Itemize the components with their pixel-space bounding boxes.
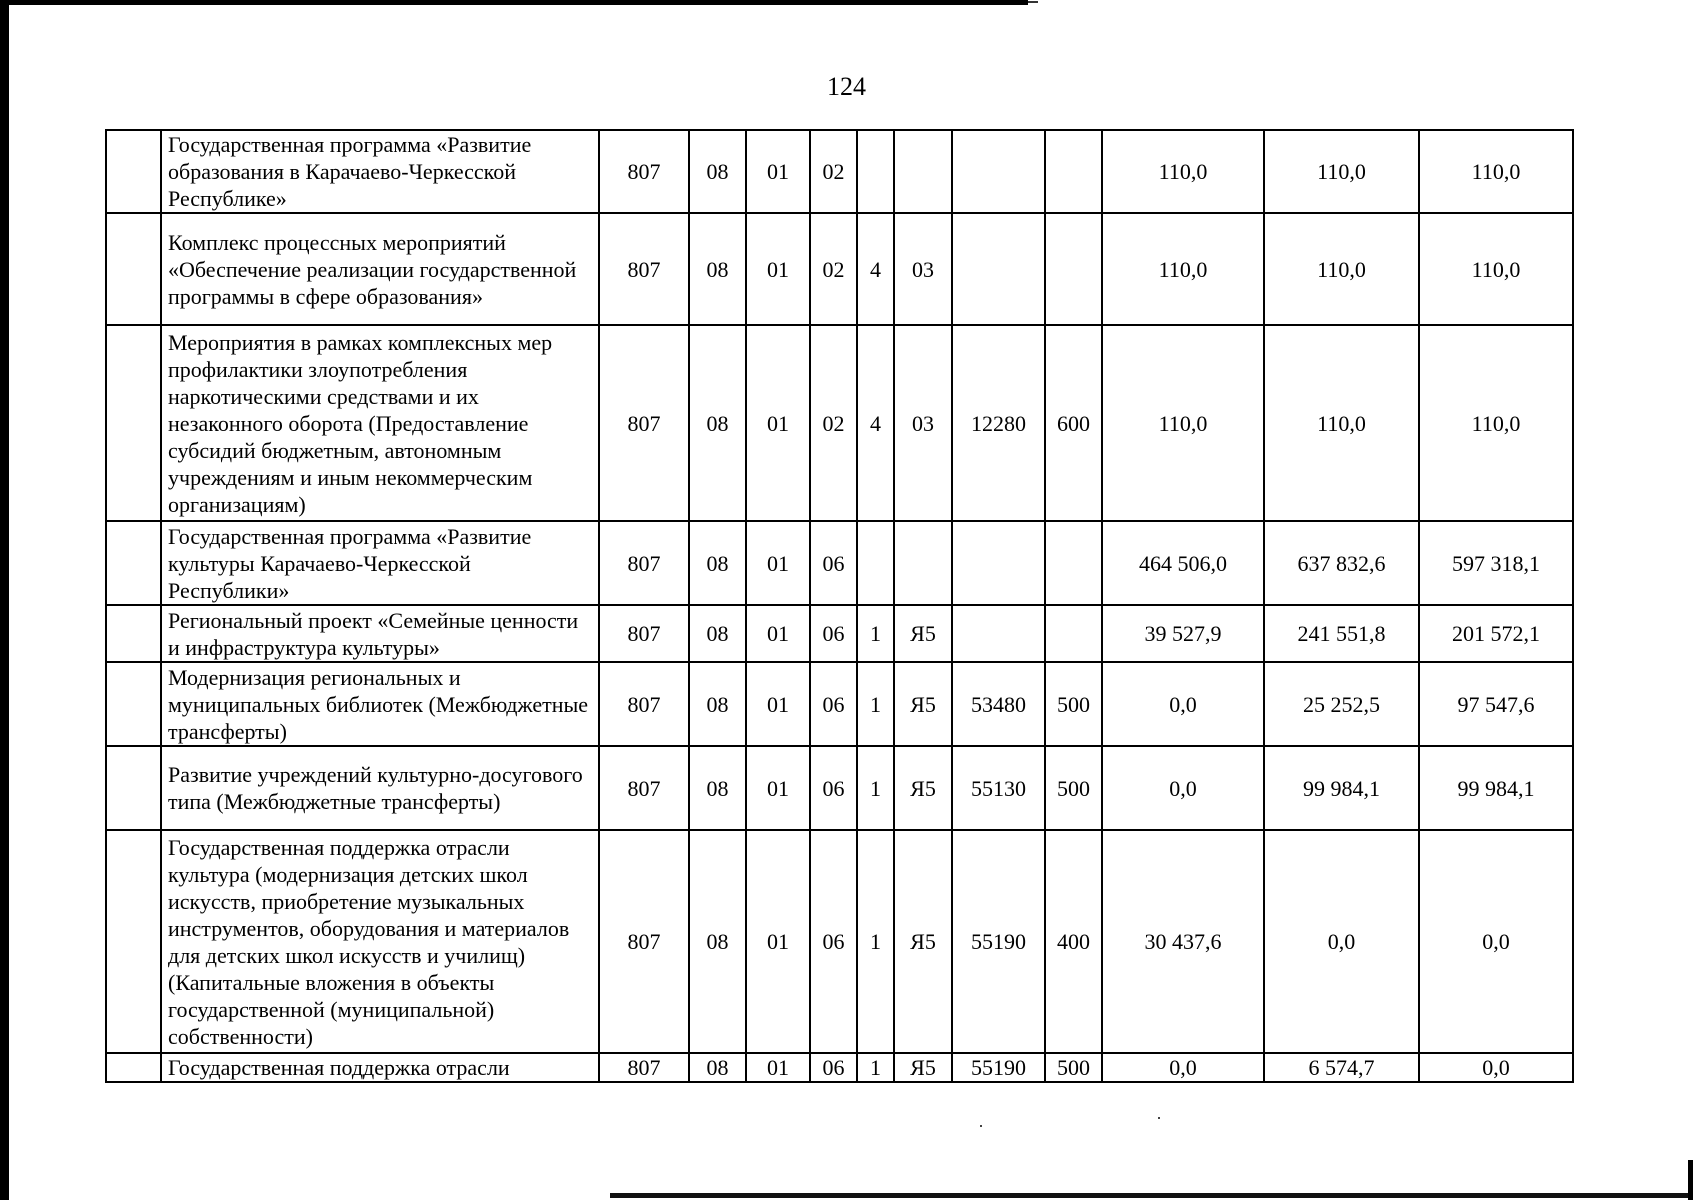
amount-year-2-cell: 6 574,7 — [1264, 1053, 1419, 1082]
item-name-cell: Государственная поддержка отрасли — [161, 1053, 599, 1082]
program-code-cell: 06 — [810, 746, 857, 830]
table-row — [106, 130, 1573, 213]
project-code-cell: Я5 — [894, 830, 952, 1053]
subsection-code-cell: 01 — [746, 830, 810, 1053]
program-code-cell: 06 — [810, 1053, 857, 1082]
scan-right-edge-mark — [1688, 1160, 1693, 1200]
amount-year-2-cell: 110,0 — [1264, 325, 1419, 521]
ministry-code-cell: 807 — [599, 325, 689, 521]
expense-type-cell — [1045, 213, 1102, 325]
subsection-code-cell: 01 — [746, 605, 810, 662]
amount-year-1-cell: 0,0 — [1102, 1053, 1264, 1082]
amount-year-1-cell: 110,0 — [1102, 130, 1264, 213]
subprogram-code-cell: 1 — [857, 746, 894, 830]
subsection-code-cell: 01 — [746, 130, 810, 213]
scan-top-edge-line-thin — [1028, 1, 1038, 3]
program-code-cell: 06 — [810, 605, 857, 662]
section-code-cell: 08 — [689, 213, 746, 325]
subprogram-code-cell: 1 — [857, 830, 894, 1053]
row-number-cell — [106, 662, 161, 746]
amount-year-3-cell: 597 318,1 — [1419, 521, 1573, 605]
section-code-cell: 08 — [689, 605, 746, 662]
subprogram-code-cell: 1 — [857, 1053, 894, 1082]
expense-type-cell: 500 — [1045, 1053, 1102, 1082]
amount-year-2-cell: 241 551,8 — [1264, 605, 1419, 662]
amount-year-1-cell: 0,0 — [1102, 746, 1264, 830]
amount-year-3-cell: 0,0 — [1419, 830, 1573, 1053]
item-name-cell: Государственная программа «Развитие культуры Карачаево-Черкесской Республики» — [161, 521, 599, 605]
amount-year-3-cell: 110,0 — [1419, 325, 1573, 521]
row-number-cell — [106, 130, 161, 213]
item-name-cell: Государственная программа «Развитие образования в Карачаево-Черкесской Республике» — [161, 130, 599, 213]
ministry-code-cell: 807 — [599, 130, 689, 213]
amount-year-1-cell: 30 437,6 — [1102, 830, 1264, 1053]
subsection-code-cell: 01 — [746, 746, 810, 830]
page-number: 124 — [827, 72, 866, 101]
scan-speck — [980, 1125, 982, 1127]
item-name-cell: Модернизация региональных и муниципальных библиотек (Межбюджетные трансферты) — [161, 662, 599, 746]
scan-top-edge-line — [0, 0, 1028, 5]
table-row — [106, 1053, 1573, 1082]
row-number-cell — [106, 746, 161, 830]
project-code-cell: 03 — [894, 213, 952, 325]
amount-year-3-cell: 110,0 — [1419, 130, 1573, 213]
project-code-cell — [894, 130, 952, 213]
table-row — [106, 830, 1573, 1053]
subprogram-code-cell: 1 — [857, 605, 894, 662]
amount-year-1-cell: 464 506,0 — [1102, 521, 1264, 605]
amount-year-2-cell: 99 984,1 — [1264, 746, 1419, 830]
program-code-cell: 06 — [810, 662, 857, 746]
expense-type-cell: 600 — [1045, 325, 1102, 521]
subsection-code-cell: 01 — [746, 213, 810, 325]
program-code-cell: 02 — [810, 213, 857, 325]
row-number-cell — [106, 213, 161, 325]
activity-code-cell: 55190 — [952, 1053, 1045, 1082]
subsection-code-cell: 01 — [746, 1053, 810, 1082]
program-code-cell: 06 — [810, 830, 857, 1053]
activity-code-cell — [952, 130, 1045, 213]
ministry-code-cell: 807 — [599, 830, 689, 1053]
scan-left-edge — [0, 0, 9, 1200]
expense-type-cell — [1045, 605, 1102, 662]
project-code-cell: 03 — [894, 325, 952, 521]
activity-code-cell: 12280 — [952, 325, 1045, 521]
activity-code-cell: 53480 — [952, 662, 1045, 746]
table-row — [106, 521, 1573, 605]
project-code-cell: Я5 — [894, 662, 952, 746]
activity-code-cell: 55190 — [952, 830, 1045, 1053]
amount-year-1-cell: 110,0 — [1102, 213, 1264, 325]
subprogram-code-cell: 4 — [857, 213, 894, 325]
ministry-code-cell: 807 — [599, 605, 689, 662]
activity-code-cell — [952, 213, 1045, 325]
ministry-code-cell: 807 — [599, 1053, 689, 1082]
activity-code-cell — [952, 521, 1045, 605]
section-code-cell: 08 — [689, 830, 746, 1053]
row-number-cell — [106, 521, 161, 605]
item-name-cell: Комплекс процессных мероприятий «Обеспечение реализации государственной программы в сфере образования» — [161, 213, 599, 325]
program-code-cell: 06 — [810, 521, 857, 605]
amount-year-3-cell: 99 984,1 — [1419, 746, 1573, 830]
amount-year-3-cell: 0,0 — [1419, 1053, 1573, 1082]
ministry-code-cell: 807 — [599, 521, 689, 605]
amount-year-2-cell: 110,0 — [1264, 130, 1419, 213]
ministry-code-cell: 807 — [599, 213, 689, 325]
section-code-cell: 08 — [689, 746, 746, 830]
budget-table — [105, 129, 1574, 1083]
subprogram-code-cell: 4 — [857, 325, 894, 521]
amount-year-2-cell: 25 252,5 — [1264, 662, 1419, 746]
ministry-code-cell: 807 — [599, 746, 689, 830]
amount-year-3-cell: 97 547,6 — [1419, 662, 1573, 746]
program-code-cell: 02 — [810, 325, 857, 521]
project-code-cell — [894, 521, 952, 605]
amount-year-1-cell: 0,0 — [1102, 662, 1264, 746]
section-code-cell: 08 — [689, 325, 746, 521]
project-code-cell: Я5 — [894, 605, 952, 662]
expense-type-cell: 500 — [1045, 746, 1102, 830]
table-row — [106, 325, 1573, 521]
item-name-cell: Региональный проект «Семейные ценности и инфраструктура культуры» — [161, 605, 599, 662]
amount-year-1-cell: 39 527,9 — [1102, 605, 1264, 662]
item-name-cell: Развитие учреждений культурно-досугового типа (Межбюджетные трансферты) — [161, 746, 599, 830]
amount-year-1-cell: 110,0 — [1102, 325, 1264, 521]
amount-year-2-cell: 0,0 — [1264, 830, 1419, 1053]
row-number-cell — [106, 830, 161, 1053]
section-code-cell: 08 — [689, 521, 746, 605]
subprogram-code-cell — [857, 521, 894, 605]
table-row — [106, 746, 1573, 830]
scan-speck — [1158, 1117, 1160, 1119]
program-code-cell: 02 — [810, 130, 857, 213]
row-number-cell — [106, 605, 161, 662]
section-code-cell: 08 — [689, 1053, 746, 1082]
amount-year-3-cell: 110,0 — [1419, 213, 1573, 325]
ministry-code-cell: 807 — [599, 662, 689, 746]
row-number-cell — [106, 1053, 161, 1082]
subsection-code-cell: 01 — [746, 325, 810, 521]
subsection-code-cell: 01 — [746, 521, 810, 605]
scan-bottom-edge-line — [610, 1193, 1693, 1198]
expense-type-cell — [1045, 130, 1102, 213]
item-name-cell: Государственная поддержка отрасли культура (модернизация детских школ искусств, приобретение музыкальных инструментов, оборудования и материалов для детских школ искусств и училищ) (Капитальные вложения в объекты государственной (муниципальной) собственности) — [161, 830, 599, 1053]
section-code-cell: 08 — [689, 130, 746, 213]
project-code-cell: Я5 — [894, 1053, 952, 1082]
expense-type-cell: 500 — [1045, 662, 1102, 746]
table-row — [106, 213, 1573, 325]
section-code-cell: 08 — [689, 662, 746, 746]
expense-type-cell — [1045, 521, 1102, 605]
item-name-cell: Мероприятия в рамках комплексных мер профилактики злоупотребления наркотическими средствами и их незаконного оборота (Предоставление субсидий бюджетным, автономным учреждениям и иным некоммерческим организациям) — [161, 325, 599, 521]
project-code-cell: Я5 — [894, 746, 952, 830]
amount-year-3-cell: 201 572,1 — [1419, 605, 1573, 662]
amount-year-2-cell: 110,0 — [1264, 213, 1419, 325]
subprogram-code-cell: 1 — [857, 662, 894, 746]
subprogram-code-cell — [857, 130, 894, 213]
expense-type-cell: 400 — [1045, 830, 1102, 1053]
table-row — [106, 662, 1573, 746]
amount-year-2-cell: 637 832,6 — [1264, 521, 1419, 605]
table-row — [106, 605, 1573, 662]
activity-code-cell — [952, 605, 1045, 662]
row-number-cell — [106, 325, 161, 521]
activity-code-cell: 55130 — [952, 746, 1045, 830]
subsection-code-cell: 01 — [746, 662, 810, 746]
